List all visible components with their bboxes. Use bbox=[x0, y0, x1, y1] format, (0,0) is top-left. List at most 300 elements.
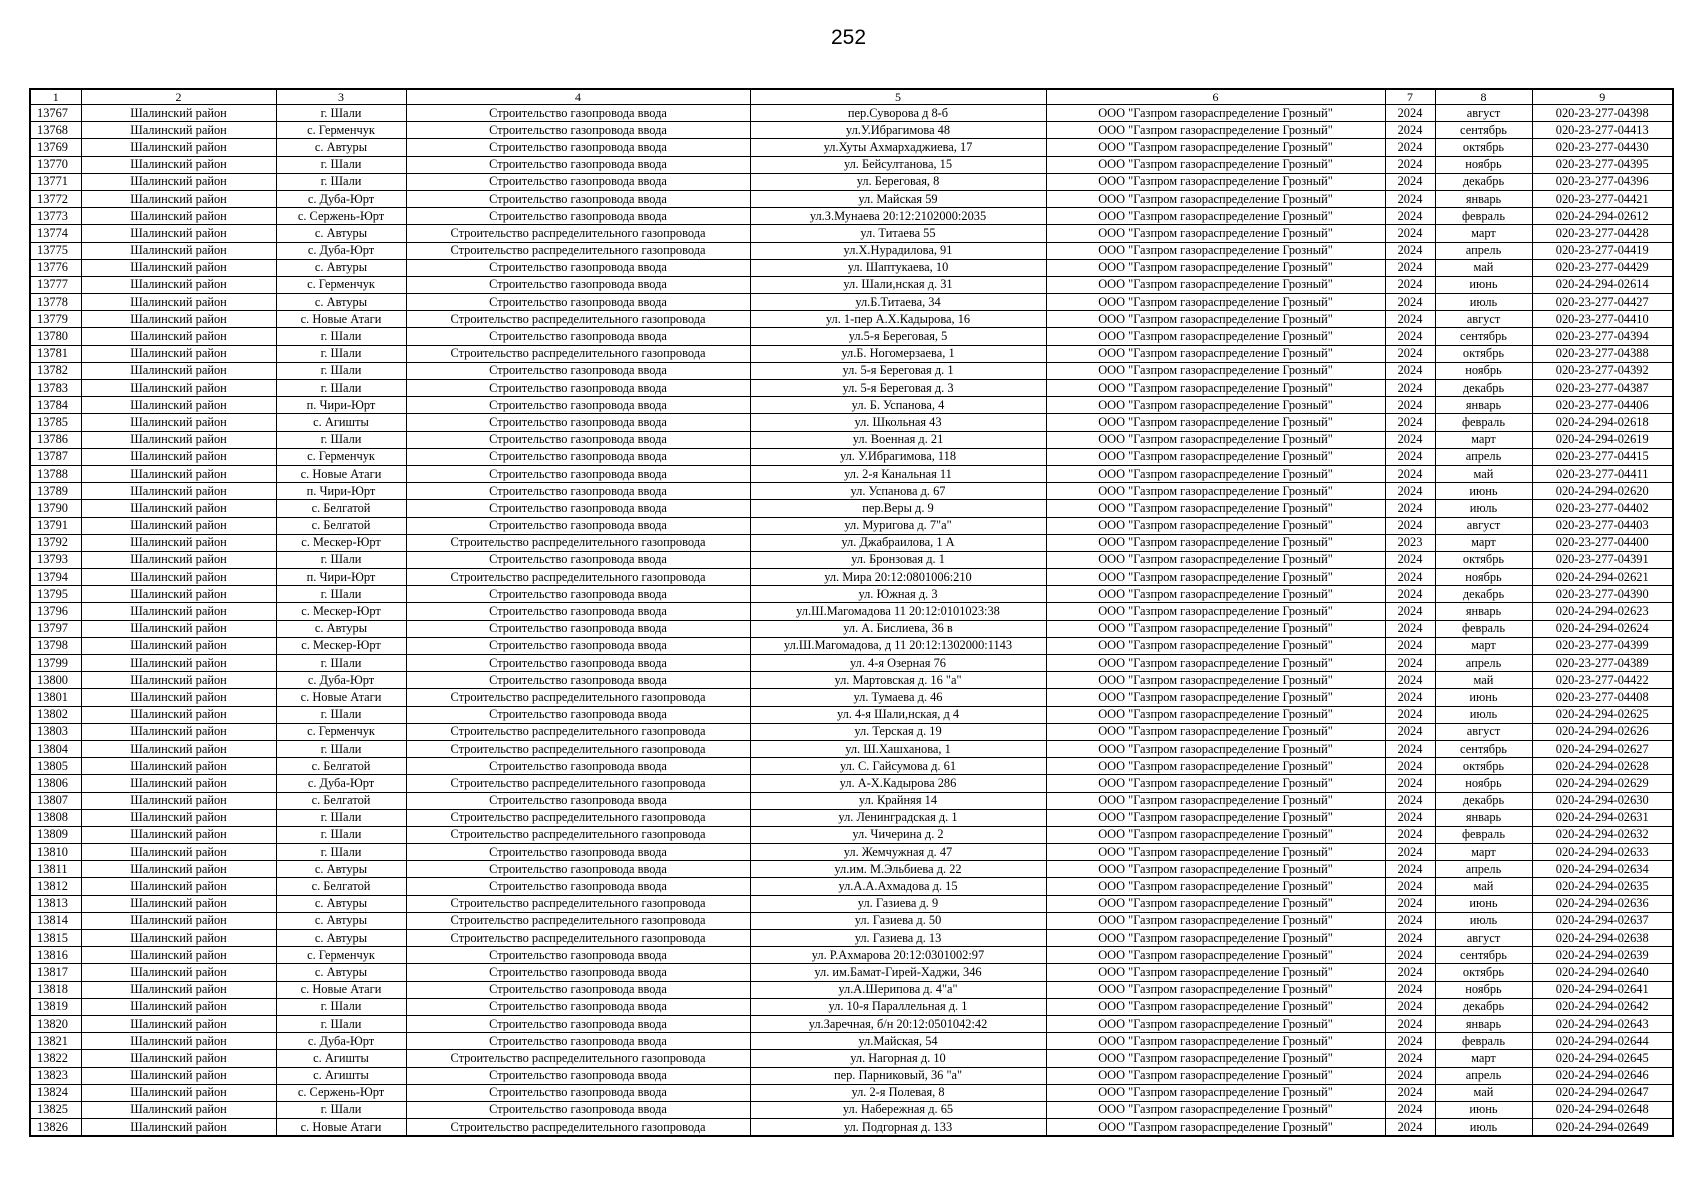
row-number-cell: 13817 bbox=[30, 964, 81, 981]
district-cell: Шалинский район bbox=[81, 431, 276, 448]
table-row bbox=[30, 431, 1673, 448]
month-cell: август bbox=[1435, 930, 1532, 947]
work-type-cell: Строительство газопровода ввода bbox=[406, 105, 750, 122]
work-type-cell: Строительство газопровода ввода bbox=[406, 448, 750, 465]
table-row bbox=[30, 311, 1673, 328]
month-cell: декабрь bbox=[1435, 586, 1532, 603]
settlement-cell: с. Сержень-Юрт bbox=[276, 208, 406, 225]
organization-cell: ООО "Газпром газораспределение Грозный" bbox=[1046, 362, 1385, 379]
district-cell: Шалинский район bbox=[81, 637, 276, 654]
address-cell: ул. А-Х.Кадырова 286 bbox=[750, 775, 1046, 792]
district-cell: Шалинский район bbox=[81, 792, 276, 809]
year-cell: 2024 bbox=[1385, 1033, 1435, 1050]
address-cell: ул. Муригова д. 7"а" bbox=[750, 517, 1046, 534]
organization-cell: ООО "Газпром газораспределение Грозный" bbox=[1046, 603, 1385, 620]
settlement-cell: г. Шали bbox=[276, 345, 406, 362]
record-id-cell: 020-24-294-02649 bbox=[1532, 1119, 1673, 1137]
district-cell: Шалинский район bbox=[81, 740, 276, 757]
row-number-cell: 13825 bbox=[30, 1101, 81, 1118]
month-cell: январь bbox=[1435, 603, 1532, 620]
district-cell: Шалинский район bbox=[81, 380, 276, 397]
district-cell: Шалинский район bbox=[81, 672, 276, 689]
record-id-cell: 020-23-277-04422 bbox=[1532, 672, 1673, 689]
table-row bbox=[30, 998, 1673, 1015]
work-type-cell: Строительство газопровода ввода bbox=[406, 792, 750, 809]
address-cell: ул. Титаева 55 bbox=[750, 225, 1046, 242]
row-number-cell: 13807 bbox=[30, 792, 81, 809]
organization-cell: ООО "Газпром газораспределение Грозный" bbox=[1046, 551, 1385, 568]
organization-cell: ООО "Газпром газораспределение Грозный" bbox=[1046, 1084, 1385, 1101]
table-row bbox=[30, 328, 1673, 345]
settlement-cell: с. Автуры bbox=[276, 861, 406, 878]
record-id-cell: 020-24-294-02621 bbox=[1532, 569, 1673, 586]
month-cell: февраль bbox=[1435, 1033, 1532, 1050]
month-cell: май bbox=[1435, 465, 1532, 482]
record-id-cell: 020-24-294-02619 bbox=[1532, 431, 1673, 448]
month-cell: май bbox=[1435, 672, 1532, 689]
district-cell: Шалинский район bbox=[81, 586, 276, 603]
address-cell: ул. Береговая, 8 bbox=[750, 173, 1046, 190]
district-cell: Шалинский район bbox=[81, 397, 276, 414]
address-cell: ул. Южная д. 3 bbox=[750, 586, 1046, 603]
work-type-cell: Строительство газопровода ввода bbox=[406, 1033, 750, 1050]
address-cell: ул. Майская 59 bbox=[750, 190, 1046, 207]
row-number-cell: 13814 bbox=[30, 912, 81, 929]
work-type-cell: Строительство распределительного газопровода bbox=[406, 912, 750, 929]
table-row bbox=[30, 1050, 1673, 1067]
district-cell: Шалинский район bbox=[81, 534, 276, 551]
settlement-cell: г. Шали bbox=[276, 740, 406, 757]
address-cell: ул. Подгорная д. 133 bbox=[750, 1119, 1046, 1137]
row-number-cell: 13793 bbox=[30, 551, 81, 568]
settlement-cell: с. Автуры bbox=[276, 259, 406, 276]
settlement-cell: с. Герменчук bbox=[276, 448, 406, 465]
address-cell: пер.Веры д. 9 bbox=[750, 500, 1046, 517]
table-row bbox=[30, 586, 1673, 603]
settlement-cell: г. Шали bbox=[276, 156, 406, 173]
year-cell: 2024 bbox=[1385, 775, 1435, 792]
year-cell: 2024 bbox=[1385, 706, 1435, 723]
district-cell: Шалинский район bbox=[81, 414, 276, 431]
address-cell: ул.5-я Береговая, 5 bbox=[750, 328, 1046, 345]
address-cell: ул. 4-я Шали,нская, д 4 bbox=[750, 706, 1046, 723]
table-row bbox=[30, 844, 1673, 861]
month-cell: июнь bbox=[1435, 276, 1532, 293]
year-cell: 2024 bbox=[1385, 826, 1435, 843]
address-cell: ул. Военная д. 21 bbox=[750, 431, 1046, 448]
record-id-cell: 020-24-294-02618 bbox=[1532, 414, 1673, 431]
page-number: 252 bbox=[830, 26, 867, 49]
record-id-cell: 020-23-277-04408 bbox=[1532, 689, 1673, 706]
district-cell: Шалинский район bbox=[81, 1067, 276, 1084]
year-cell: 2024 bbox=[1385, 569, 1435, 586]
work-type-cell: Строительство газопровода ввода bbox=[406, 758, 750, 775]
row-number-cell: 13800 bbox=[30, 672, 81, 689]
record-id-cell: 020-24-294-02626 bbox=[1532, 723, 1673, 740]
address-cell: ул.З.Мунаева 20:12:2102000:2035 bbox=[750, 208, 1046, 225]
year-cell: 2024 bbox=[1385, 500, 1435, 517]
year-cell: 2024 bbox=[1385, 620, 1435, 637]
record-id-cell: 020-24-294-02643 bbox=[1532, 1015, 1673, 1032]
row-number-cell: 13783 bbox=[30, 380, 81, 397]
settlement-cell: г. Шали bbox=[276, 551, 406, 568]
organization-cell: ООО "Газпром газораспределение Грозный" bbox=[1046, 534, 1385, 551]
address-cell: ул. Ш.Хашханова, 1 bbox=[750, 740, 1046, 757]
work-type-cell: Строительство газопровода ввода bbox=[406, 964, 750, 981]
address-cell: ул. Джабраилова, 1 А bbox=[750, 534, 1046, 551]
work-type-cell: Строительство газопровода ввода bbox=[406, 156, 750, 173]
address-cell: ул. Тумаева д. 46 bbox=[750, 689, 1046, 706]
address-cell: ул.А.А.Ахмадова д. 15 bbox=[750, 878, 1046, 895]
record-id-cell: 020-23-277-04413 bbox=[1532, 122, 1673, 139]
address-cell: ул.Б.Титаева, 34 bbox=[750, 294, 1046, 311]
work-type-cell: Строительство газопровода ввода bbox=[406, 861, 750, 878]
record-id-cell: 020-24-294-02630 bbox=[1532, 792, 1673, 809]
row-number-cell: 13796 bbox=[30, 603, 81, 620]
year-cell: 2024 bbox=[1385, 586, 1435, 603]
settlement-cell: с. Автуры bbox=[276, 930, 406, 947]
organization-cell: ООО "Газпром газораспределение Грозный" bbox=[1046, 998, 1385, 1015]
organization-cell: ООО "Газпром газораспределение Грозный" bbox=[1046, 775, 1385, 792]
table-row bbox=[30, 878, 1673, 895]
table-row bbox=[30, 723, 1673, 740]
organization-cell: ООО "Газпром газораспределение Грозный" bbox=[1046, 706, 1385, 723]
month-cell: сентябрь bbox=[1435, 328, 1532, 345]
district-cell: Шалинский район bbox=[81, 569, 276, 586]
record-id-cell: 020-23-277-04406 bbox=[1532, 397, 1673, 414]
table-row bbox=[30, 173, 1673, 190]
work-type-cell: Строительство распределительного газопровода bbox=[406, 242, 750, 259]
organization-cell: ООО "Газпром газораспределение Грозный" bbox=[1046, 190, 1385, 207]
organization-cell: ООО "Газпром газораспределение Грозный" bbox=[1046, 345, 1385, 362]
address-cell: ул. Ленинградская д. 1 bbox=[750, 809, 1046, 826]
table-row bbox=[30, 448, 1673, 465]
settlement-cell: г. Шали bbox=[276, 1101, 406, 1118]
work-type-cell: Строительство газопровода ввода bbox=[406, 655, 750, 672]
settlement-cell: г. Шали bbox=[276, 586, 406, 603]
work-type-cell: Строительство распределительного газопровода bbox=[406, 689, 750, 706]
record-id-cell: 020-23-277-04403 bbox=[1532, 517, 1673, 534]
year-cell: 2024 bbox=[1385, 895, 1435, 912]
organization-cell: ООО "Газпром газораспределение Грозный" bbox=[1046, 397, 1385, 414]
organization-cell: ООО "Газпром газораспределение Грозный" bbox=[1046, 586, 1385, 603]
address-cell: ул. им.Бамат-Гирей-Хаджи, 346 bbox=[750, 964, 1046, 981]
address-cell: ул.Ш.Магомадова 11 20:12:0101023:38 bbox=[750, 603, 1046, 620]
district-cell: Шалинский район bbox=[81, 139, 276, 156]
work-type-cell: Строительство газопровода ввода bbox=[406, 294, 750, 311]
address-cell: ул.Ш.Магомадова, д 11 20:12:1302000:1143 bbox=[750, 637, 1046, 654]
year-cell: 2024 bbox=[1385, 1067, 1435, 1084]
year-cell: 2024 bbox=[1385, 912, 1435, 929]
address-cell: ул. 2-я Полевая, 8 bbox=[750, 1084, 1046, 1101]
address-cell: ул.им. М.Эльбиева д. 22 bbox=[750, 861, 1046, 878]
district-cell: Шалинский район bbox=[81, 311, 276, 328]
record-id-cell: 020-23-277-04419 bbox=[1532, 242, 1673, 259]
work-type-cell: Строительство газопровода ввода bbox=[406, 878, 750, 895]
row-number-cell: 13774 bbox=[30, 225, 81, 242]
record-id-cell: 020-24-294-02623 bbox=[1532, 603, 1673, 620]
settlement-cell: с. Белгатой bbox=[276, 878, 406, 895]
table-row bbox=[30, 534, 1673, 551]
year-cell: 2024 bbox=[1385, 242, 1435, 259]
district-cell: Шалинский район bbox=[81, 706, 276, 723]
work-type-cell: Строительство газопровода ввода bbox=[406, 362, 750, 379]
district-cell: Шалинский район bbox=[81, 242, 276, 259]
work-type-cell: Строительство газопровода ввода bbox=[406, 397, 750, 414]
settlement-cell: п. Чири-Юрт bbox=[276, 483, 406, 500]
settlement-cell: г. Шали bbox=[276, 1015, 406, 1032]
record-id-cell: 020-23-277-04402 bbox=[1532, 500, 1673, 517]
table-row bbox=[30, 517, 1673, 534]
work-type-cell: Строительство газопровода ввода bbox=[406, 259, 750, 276]
table-row bbox=[30, 345, 1673, 362]
settlement-cell: с. Новые Атаги bbox=[276, 311, 406, 328]
address-cell: ул. Бейсултанова, 15 bbox=[750, 156, 1046, 173]
row-number-cell: 13822 bbox=[30, 1050, 81, 1067]
district-cell: Шалинский район bbox=[81, 465, 276, 482]
settlement-cell: с. Автуры bbox=[276, 225, 406, 242]
address-cell: ул. Жемчужная д. 47 bbox=[750, 844, 1046, 861]
month-cell: июль bbox=[1435, 500, 1532, 517]
row-number-cell: 13768 bbox=[30, 122, 81, 139]
row-number-cell: 13779 bbox=[30, 311, 81, 328]
organization-cell: ООО "Газпром газораспределение Грозный" bbox=[1046, 156, 1385, 173]
organization-cell: ООО "Газпром газораспределение Грозный" bbox=[1046, 758, 1385, 775]
record-id-cell: 020-23-277-04400 bbox=[1532, 534, 1673, 551]
district-cell: Шалинский район bbox=[81, 483, 276, 500]
row-number-cell: 13788 bbox=[30, 465, 81, 482]
address-cell: ул. Газиева д. 50 bbox=[750, 912, 1046, 929]
district-cell: Шалинский район bbox=[81, 1015, 276, 1032]
table-row bbox=[30, 758, 1673, 775]
record-id-cell: 020-24-294-02639 bbox=[1532, 947, 1673, 964]
month-cell: апрель bbox=[1435, 655, 1532, 672]
month-cell: апрель bbox=[1435, 242, 1532, 259]
work-type-cell: Строительство газопровода ввода bbox=[406, 380, 750, 397]
organization-cell: ООО "Газпром газораспределение Грозный" bbox=[1046, 844, 1385, 861]
year-cell: 2024 bbox=[1385, 672, 1435, 689]
work-type-cell: Строительство распределительного газопровода bbox=[406, 895, 750, 912]
district-cell: Шалинский район bbox=[81, 620, 276, 637]
year-cell: 2024 bbox=[1385, 156, 1435, 173]
settlement-cell: с. Мескер-Юрт bbox=[276, 534, 406, 551]
work-type-cell: Строительство газопровода ввода bbox=[406, 586, 750, 603]
table-row bbox=[30, 689, 1673, 706]
address-cell: ул. Чичерина д. 2 bbox=[750, 826, 1046, 843]
settlement-cell: с. Герменчук bbox=[276, 276, 406, 293]
organization-cell: ООО "Газпром газораспределение Грозный" bbox=[1046, 1033, 1385, 1050]
row-number-cell: 13782 bbox=[30, 362, 81, 379]
record-id-cell: 020-23-277-04394 bbox=[1532, 328, 1673, 345]
month-cell: август bbox=[1435, 311, 1532, 328]
work-type-cell: Строительство газопровода ввода bbox=[406, 998, 750, 1015]
address-cell: ул. Б. Успанова, 4 bbox=[750, 397, 1046, 414]
address-cell: ул. 4-я Озерная 76 bbox=[750, 655, 1046, 672]
row-number-cell: 13786 bbox=[30, 431, 81, 448]
month-cell: март bbox=[1435, 431, 1532, 448]
district-cell: Шалинский район bbox=[81, 844, 276, 861]
district-cell: Шалинский район bbox=[81, 655, 276, 672]
record-id-cell: 020-23-277-04388 bbox=[1532, 345, 1673, 362]
table-row bbox=[30, 792, 1673, 809]
work-type-cell: Строительство газопровода ввода bbox=[406, 706, 750, 723]
address-cell: ул.Х.Нурадилова, 91 bbox=[750, 242, 1046, 259]
row-number-cell: 13769 bbox=[30, 139, 81, 156]
organization-cell: ООО "Газпром газораспределение Грозный" bbox=[1046, 173, 1385, 190]
settlement-cell: с. Герменчук bbox=[276, 122, 406, 139]
district-cell: Шалинский район bbox=[81, 998, 276, 1015]
settlement-cell: г. Шали bbox=[276, 328, 406, 345]
work-type-cell: Строительство газопровода ввода bbox=[406, 190, 750, 207]
year-cell: 2024 bbox=[1385, 998, 1435, 1015]
work-type-cell: Строительство газопровода ввода bbox=[406, 173, 750, 190]
year-cell: 2024 bbox=[1385, 139, 1435, 156]
month-cell: февраль bbox=[1435, 826, 1532, 843]
row-number-cell: 13790 bbox=[30, 500, 81, 517]
row-number-cell: 13767 bbox=[30, 105, 81, 122]
record-id-cell: 020-23-277-04395 bbox=[1532, 156, 1673, 173]
settlement-cell: г. Шали bbox=[276, 380, 406, 397]
record-id-cell: 020-24-294-02625 bbox=[1532, 706, 1673, 723]
work-type-cell: Строительство газопровода ввода bbox=[406, 1101, 750, 1118]
row-number-cell: 13777 bbox=[30, 276, 81, 293]
address-cell: ул. Мартовская д. 16 "а" bbox=[750, 672, 1046, 689]
row-number-cell: 13816 bbox=[30, 947, 81, 964]
table-row bbox=[30, 190, 1673, 207]
district-cell: Шалинский район bbox=[81, 1119, 276, 1137]
table-row bbox=[30, 294, 1673, 311]
year-cell: 2024 bbox=[1385, 964, 1435, 981]
district-cell: Шалинский район bbox=[81, 208, 276, 225]
year-cell: 2024 bbox=[1385, 947, 1435, 964]
organization-cell: ООО "Газпром газораспределение Грозный" bbox=[1046, 1015, 1385, 1032]
address-cell: ул. Школьная 43 bbox=[750, 414, 1046, 431]
year-cell: 2024 bbox=[1385, 362, 1435, 379]
organization-cell: ООО "Газпром газораспределение Грозный" bbox=[1046, 672, 1385, 689]
month-cell: ноябрь bbox=[1435, 156, 1532, 173]
district-cell: Шалинский район bbox=[81, 294, 276, 311]
row-number-cell: 13810 bbox=[30, 844, 81, 861]
row-number-cell: 13799 bbox=[30, 655, 81, 672]
organization-cell: ООО "Газпром газораспределение Грозный" bbox=[1046, 380, 1385, 397]
address-cell: ул.Хуты Ахмархаджиева, 17 bbox=[750, 139, 1046, 156]
work-type-cell: Строительство газопровода ввода bbox=[406, 139, 750, 156]
year-cell: 2024 bbox=[1385, 758, 1435, 775]
record-id-cell: 020-24-294-02640 bbox=[1532, 964, 1673, 981]
table-row bbox=[30, 276, 1673, 293]
address-cell: ул. 5-я Береговая д. 1 bbox=[750, 362, 1046, 379]
work-type-cell: Строительство газопровода ввода bbox=[406, 1067, 750, 1084]
year-cell: 2024 bbox=[1385, 809, 1435, 826]
settlement-cell: п. Чири-Юрт bbox=[276, 569, 406, 586]
row-number-cell: 13787 bbox=[30, 448, 81, 465]
settlement-cell: с. Автуры bbox=[276, 294, 406, 311]
work-type-cell: Строительство распределительного газопровода bbox=[406, 225, 750, 242]
record-id-cell: 020-24-294-02633 bbox=[1532, 844, 1673, 861]
record-id-cell: 020-23-277-04410 bbox=[1532, 311, 1673, 328]
month-cell: май bbox=[1435, 878, 1532, 895]
table-row bbox=[30, 139, 1673, 156]
address-cell: ул. Шаптукаева, 10 bbox=[750, 259, 1046, 276]
table-row bbox=[30, 981, 1673, 998]
table-row bbox=[30, 912, 1673, 929]
table-row bbox=[30, 637, 1673, 654]
record-id-cell: 020-23-277-04421 bbox=[1532, 190, 1673, 207]
organization-cell: ООО "Газпром газораспределение Грозный" bbox=[1046, 139, 1385, 156]
record-id-cell: 020-23-277-04415 bbox=[1532, 448, 1673, 465]
year-cell: 2024 bbox=[1385, 122, 1435, 139]
district-cell: Шалинский район bbox=[81, 809, 276, 826]
settlement-cell: с. Агишты bbox=[276, 1067, 406, 1084]
work-type-cell: Строительство газопровода ввода bbox=[406, 1084, 750, 1101]
organization-cell: ООО "Газпром газораспределение Грозный" bbox=[1046, 517, 1385, 534]
record-id-cell: 020-23-277-04411 bbox=[1532, 465, 1673, 482]
month-cell: март bbox=[1435, 1050, 1532, 1067]
settlement-cell: с. Герменчук bbox=[276, 723, 406, 740]
table-row bbox=[30, 655, 1673, 672]
table-row bbox=[30, 1101, 1673, 1118]
record-id-cell: 020-24-294-02627 bbox=[1532, 740, 1673, 757]
table-row bbox=[30, 225, 1673, 242]
row-number-cell: 13778 bbox=[30, 294, 81, 311]
record-id-cell: 020-23-277-04429 bbox=[1532, 259, 1673, 276]
table-row bbox=[30, 500, 1673, 517]
settlement-cell: г. Шали bbox=[276, 105, 406, 122]
row-number-cell: 13798 bbox=[30, 637, 81, 654]
record-id-cell: 020-24-294-02641 bbox=[1532, 981, 1673, 998]
organization-cell: ООО "Газпром газораспределение Грозный" bbox=[1046, 792, 1385, 809]
settlement-cell: с. Дуба-Юрт bbox=[276, 242, 406, 259]
address-cell: ул.У.Ибрагимова 48 bbox=[750, 122, 1046, 139]
address-cell: ул. А. Бислиева, 36 в bbox=[750, 620, 1046, 637]
month-cell: июнь bbox=[1435, 689, 1532, 706]
organization-cell: ООО "Газпром газораспределение Грозный" bbox=[1046, 1101, 1385, 1118]
work-type-cell: Строительство газопровода ввода bbox=[406, 603, 750, 620]
record-id-cell: 020-24-294-02637 bbox=[1532, 912, 1673, 929]
row-number-cell: 13813 bbox=[30, 895, 81, 912]
settlement-cell: г. Шали bbox=[276, 706, 406, 723]
address-cell: ул. Терская д. 19 bbox=[750, 723, 1046, 740]
work-type-cell: Строительство газопровода ввода bbox=[406, 208, 750, 225]
settlement-cell: с. Новые Атаги bbox=[276, 465, 406, 482]
record-id-cell: 020-24-294-02634 bbox=[1532, 861, 1673, 878]
organization-cell: ООО "Газпром газораспределение Грозный" bbox=[1046, 483, 1385, 500]
month-cell: июнь bbox=[1435, 483, 1532, 500]
district-cell: Шалинский район bbox=[81, 775, 276, 792]
organization-cell: ООО "Газпром газораспределение Грозный" bbox=[1046, 225, 1385, 242]
table-row bbox=[30, 947, 1673, 964]
column-header: 9 bbox=[1532, 89, 1673, 105]
district-cell: Шалинский район bbox=[81, 551, 276, 568]
organization-cell: ООО "Газпром газораспределение Грозный" bbox=[1046, 431, 1385, 448]
month-cell: июль bbox=[1435, 706, 1532, 723]
row-number-cell: 13821 bbox=[30, 1033, 81, 1050]
month-cell: апрель bbox=[1435, 861, 1532, 878]
year-cell: 2024 bbox=[1385, 208, 1435, 225]
row-number-cell: 13806 bbox=[30, 775, 81, 792]
record-id-cell: 020-23-277-04396 bbox=[1532, 173, 1673, 190]
row-number-cell: 13770 bbox=[30, 156, 81, 173]
year-cell: 2024 bbox=[1385, 723, 1435, 740]
year-cell: 2024 bbox=[1385, 740, 1435, 757]
work-type-cell: Строительство распределительного газопровода bbox=[406, 1050, 750, 1067]
organization-cell: ООО "Газпром газораспределение Грозный" bbox=[1046, 448, 1385, 465]
row-number-cell: 13781 bbox=[30, 345, 81, 362]
record-id-cell: 020-23-277-04398 bbox=[1532, 105, 1673, 122]
work-type-cell: Строительство распределительного газопровода bbox=[406, 1119, 750, 1137]
record-id-cell: 020-24-294-02612 bbox=[1532, 208, 1673, 225]
work-type-cell: Строительство распределительного газопровода bbox=[406, 826, 750, 843]
